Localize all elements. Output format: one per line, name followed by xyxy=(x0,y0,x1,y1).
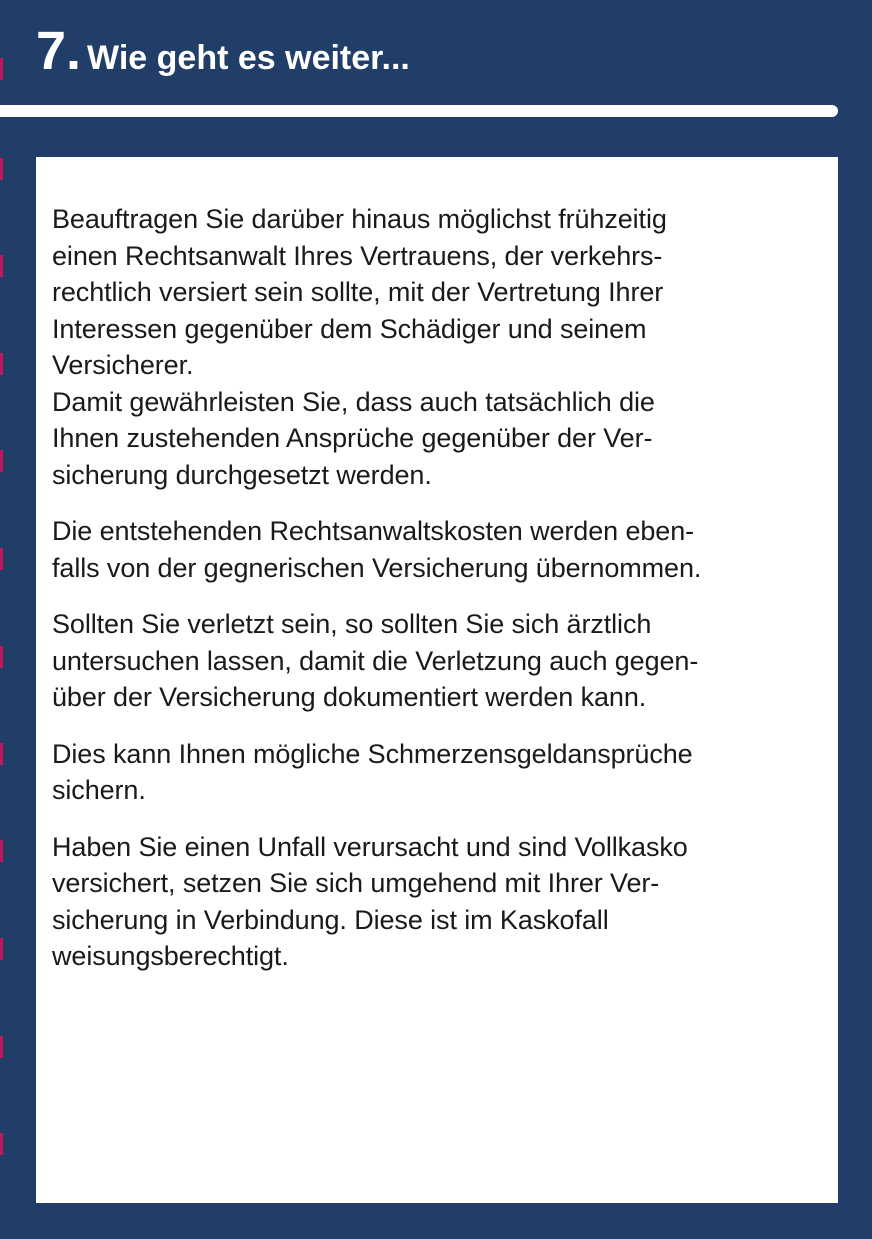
paragraph-2 xyxy=(52,513,838,586)
text-line: einen Rechtsanwalt Ihres Vertrauens, der verkehrs- xyxy=(52,240,663,271)
paragraph-1 xyxy=(52,201,838,493)
text-line: Dies kann Ihnen mögliche Schmerzensgeldansprüche xyxy=(52,738,693,769)
text-line: rechtlich versiert sein sollte, mit der Vertretung Ihrer xyxy=(52,277,664,307)
text-line: Interessen gegenüber dem Schädiger und seinem xyxy=(52,313,647,344)
section-number: 7. xyxy=(36,21,82,81)
header-divider xyxy=(0,105,838,117)
text-line: Damit gewährleisten Sie, dass auch tatsächlich die xyxy=(52,386,655,417)
text-line: Haben Sie einen Unfall verursacht und sind Vollkasko xyxy=(52,831,688,862)
page-title xyxy=(36,21,410,81)
text-line: weisungsberechtigt. xyxy=(52,941,289,971)
text-line: falls von der gegnerischen Versicherung übernommen. xyxy=(52,552,702,583)
text-line: untersuchen lassen, damit die Verletzung auch gegen- xyxy=(52,645,699,676)
text-line: über der Versicherung dokumentiert werden kann. xyxy=(52,682,647,712)
paragraph-3 xyxy=(52,606,838,716)
paragraph-4 xyxy=(52,736,838,809)
text-line: sichern. xyxy=(52,775,146,805)
margin-tick-marks xyxy=(0,0,3,1239)
section-title: Wie geht es weiter... xyxy=(87,39,410,77)
text-line: Beauftragen Sie darüber hinaus möglichst frühzeitig xyxy=(52,204,667,234)
text-line: Versicherer. xyxy=(52,350,194,380)
paragraph-5 xyxy=(52,829,838,975)
text-line: Ihnen zustehenden Ansprüche gegenüber der Ver- xyxy=(52,423,653,453)
text-line: versichert, setzen Sie sich umgehend mit Ihrer Ver- xyxy=(52,868,660,898)
text-line: sicherung in Verbindung. Diese ist im Kaskofall xyxy=(52,904,609,935)
text-line: sicherung durchgesetzt werden. xyxy=(52,459,432,490)
text-line: Die entstehenden Rechtsanwaltskosten werden eben- xyxy=(52,516,695,546)
content-panel xyxy=(36,157,838,1203)
text-line: Sollten Sie verletzt sein, so sollten Sie sich ärztlich xyxy=(52,609,652,639)
